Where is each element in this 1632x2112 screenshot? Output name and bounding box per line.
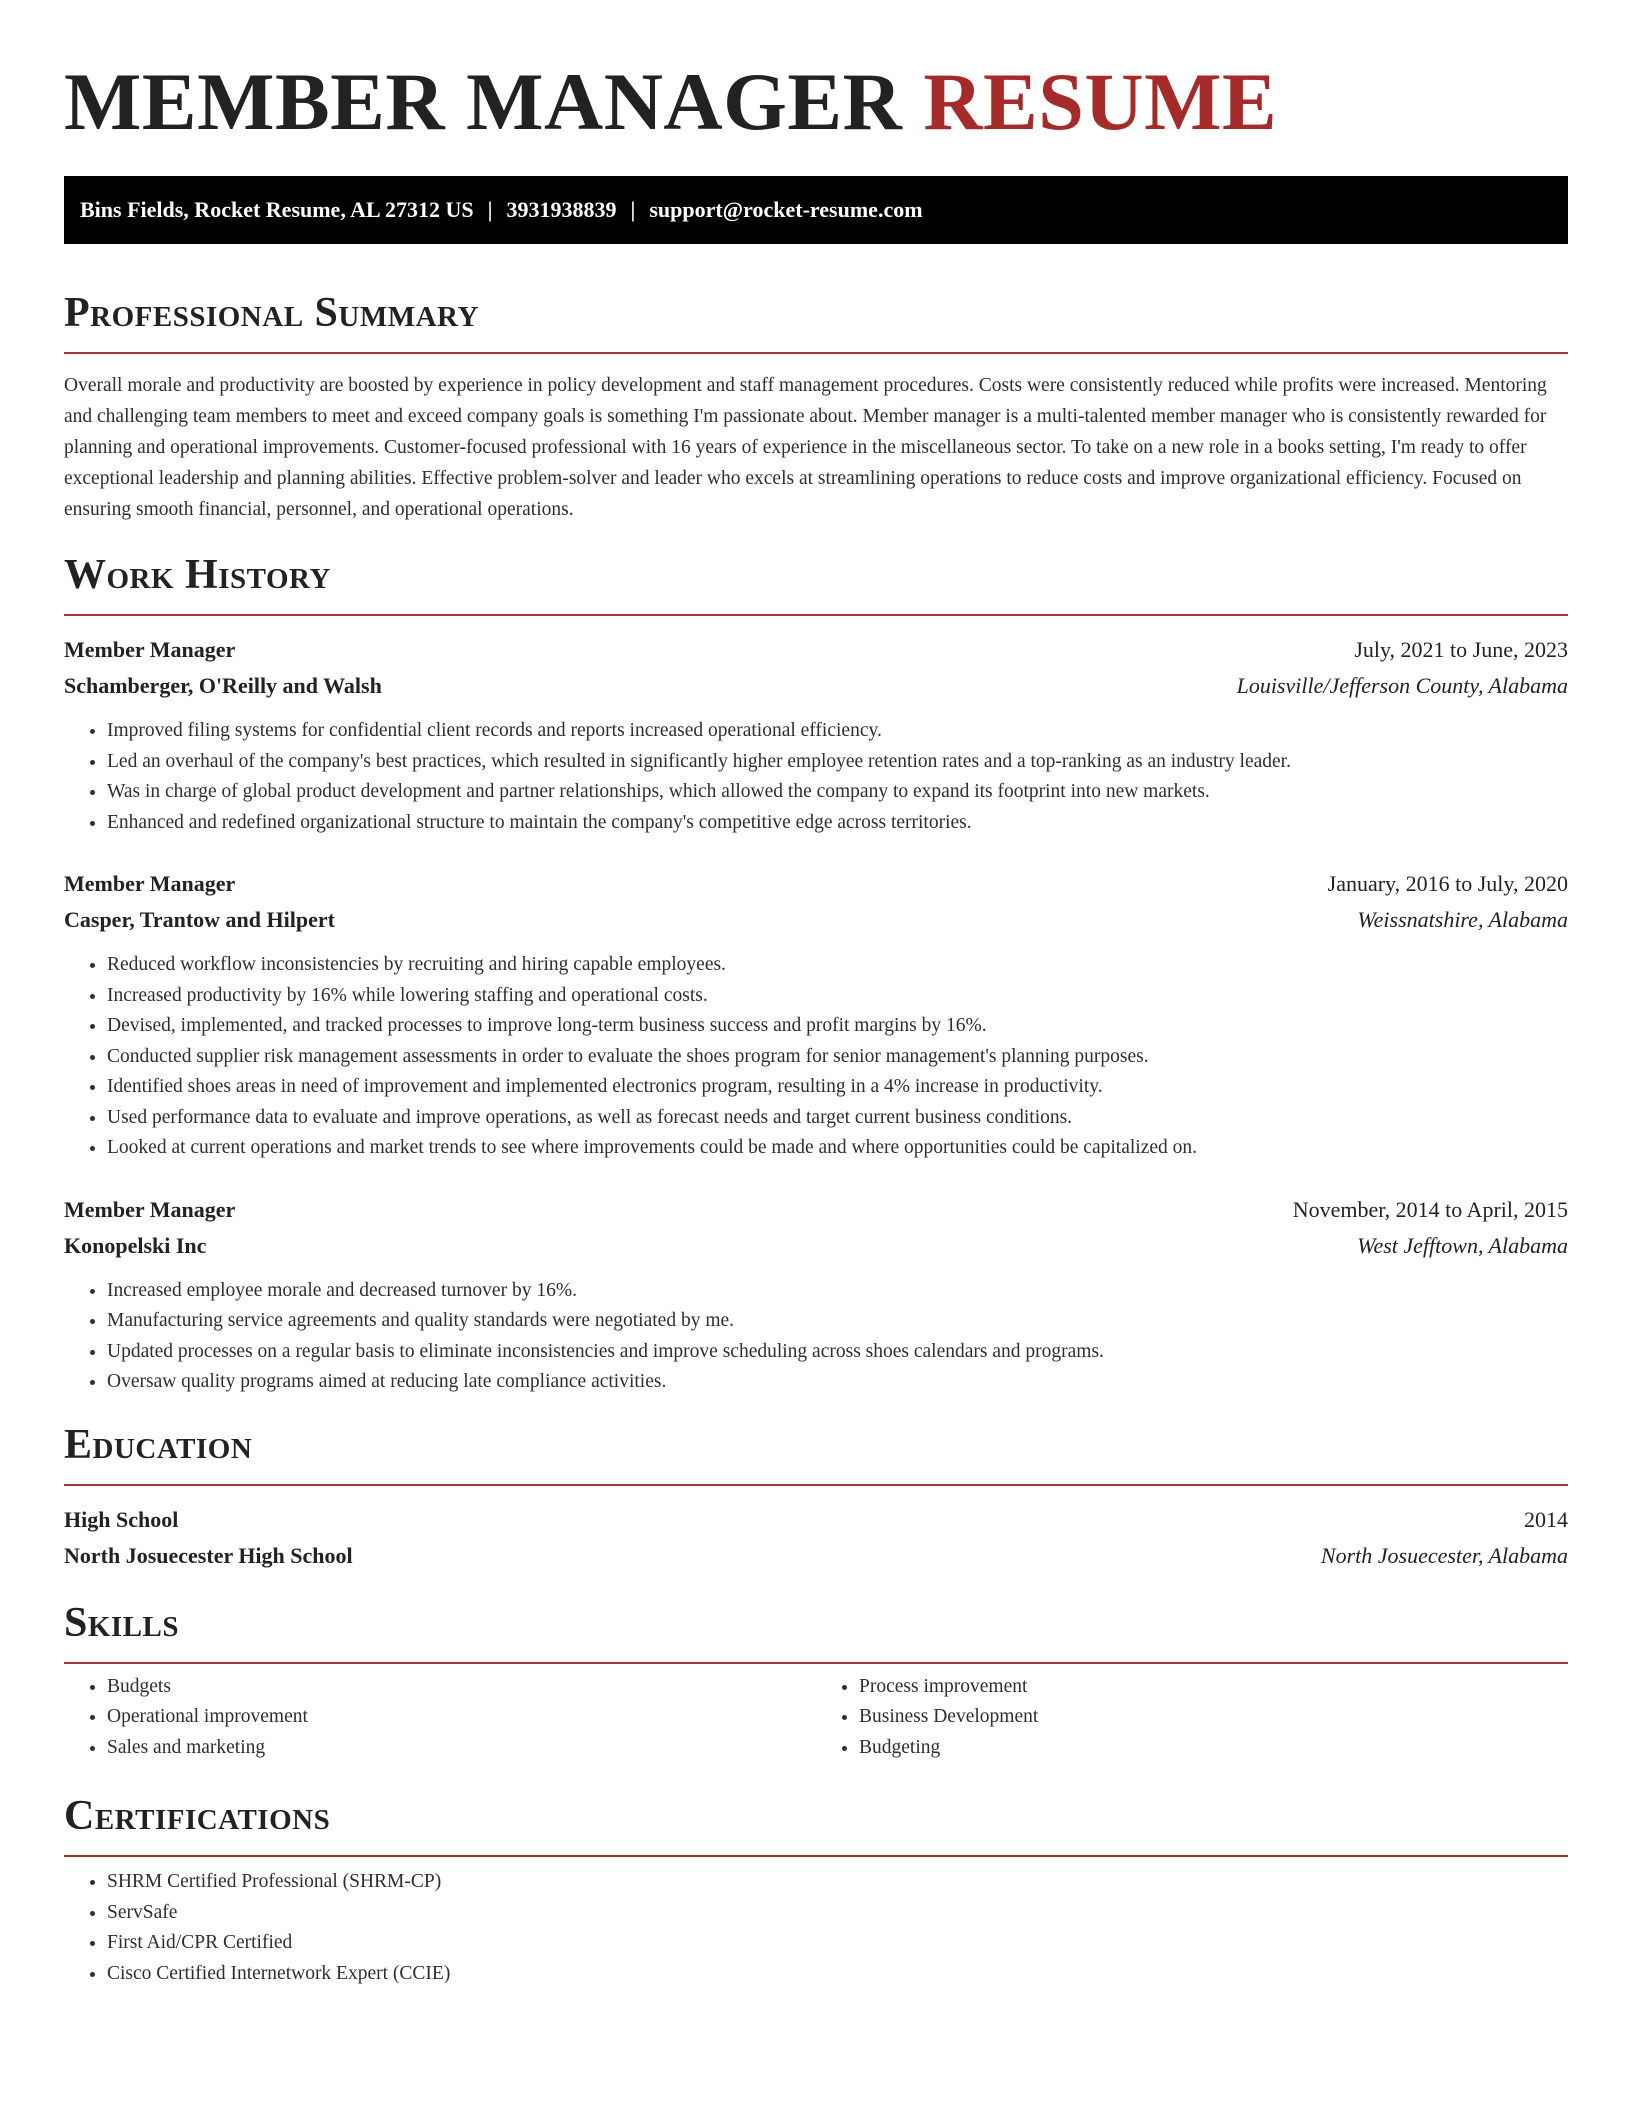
skills-column-right (816, 1672, 1568, 1764)
contact-separator: | (487, 197, 493, 222)
job-title: Member Manager (64, 637, 236, 662)
job-company-row (64, 902, 1568, 938)
job-title: Member Manager (64, 1196, 236, 1222)
job-title-row (64, 866, 1568, 902)
skill-item: • Operational improvement (107, 1702, 816, 1733)
certifications-section (64, 1791, 1568, 1989)
job-bullet: • Devised, implemented, and tracked processes to improve long-term business success and profit margins by 16%. (107, 1011, 1568, 1042)
job-bullet: • Manufacturing service agreements and quality standards were negotiated by me. (107, 1306, 1568, 1337)
education-school: North Josuecester High School (64, 1542, 353, 1568)
section-divider (64, 1662, 1568, 1664)
job-bullet: • Increased employee morale and decreased turnover by 16%. (107, 1276, 1568, 1307)
job-location: Louisville/Jefferson County, Alabama (1236, 673, 1568, 698)
education-entry (64, 1502, 1568, 1574)
job-entry (64, 632, 1568, 838)
job-company: Konopelski Inc (64, 1232, 207, 1258)
section-heading-education: Education (64, 1421, 253, 1468)
job-bullet: • Reduced workflow inconsistencies by recruiting and hiring capable employees. (107, 950, 1568, 981)
section-heading-work-history: Work History (64, 552, 331, 598)
section-divider (64, 352, 1568, 354)
certifications-list (64, 1867, 1568, 1989)
education-degree: High School (64, 1506, 179, 1532)
section-heading-summary: Professional Summary (64, 290, 479, 336)
job-bullet: • Updated processes on a regular basis to eliminate inconsistencies and improve scheduling across shoes calendars and programs. (107, 1337, 1568, 1368)
summary-paragraph: Overall morale and productivity are boosted by experience in policy development and staff management procedures. Costs were consistently reduced while profits were increased. Mentoring and challenging team members to meet and exceed company goals is something I'm passionate about. Member manager is a multi-talented member manager who is consistently rewarded for planning and operational improvements. Customer-focused professional with 16 years of experience in the miscellaneous sector. To take on a new role in a books setting, I'm ready to offer exceptional leadership and planning abilities. Effective problem-solver and leader who excels at streamlining operations to reduce costs and improve organizational efficiency. Focused on ensuring smooth financial, personnel, and operational operations. (64, 375, 1547, 520)
section-heading-certifications: Certifications (64, 1793, 331, 1839)
job-bullet-list (64, 950, 1568, 1164)
job-entry (64, 1192, 1568, 1398)
certification-item: • First Aid/CPR Certified (107, 1928, 1568, 1959)
skills-grid (64, 1672, 1568, 1764)
skill-item: • Process improvement (859, 1672, 1568, 1703)
job-title-row (64, 632, 1568, 668)
job-bullet: • Looked at current operations and market trends to see where improvements could be made and where opportunities could be capitalized on. (107, 1133, 1568, 1164)
section-divider (64, 1855, 1568, 1857)
job-company-row (64, 668, 1568, 704)
certification-item: • SHRM Certified Professional (SHRM-CP) (107, 1867, 1568, 1898)
job-title-row (64, 1192, 1568, 1228)
job-dates: November, 2014 to April, 2015 (1292, 1196, 1568, 1222)
education-school-row (64, 1538, 1568, 1574)
certification-item: • Cisco Certified Internetwork Expert (CCIE) (107, 1959, 1568, 1990)
work-history-section (64, 550, 1568, 1398)
resume-title (64, 0, 1568, 174)
education-degree-row (64, 1502, 1568, 1538)
skills-column-left (64, 1672, 816, 1764)
skill-item: • Budgeting (859, 1733, 1568, 1764)
summary-section (64, 288, 1568, 525)
job-location: West Jefftown, Alabama (1357, 1232, 1568, 1258)
education-year: 2014 (1524, 1506, 1568, 1532)
job-bullet: • Used performance data to evaluate and improve operations, as well as forecast needs and target current business conditions. (107, 1103, 1568, 1134)
job-bullet-list (64, 1276, 1568, 1398)
job-company-row (64, 1228, 1568, 1264)
job-bullet: • Was in charge of global product development and partner relationships, which allowed the company to expand its footprint into new markets. (107, 777, 1568, 808)
title-accent: RESUME (923, 56, 1278, 147)
job-company: Schamberger, O'Reilly and Walsh (64, 673, 382, 698)
skill-item: • Business Development (859, 1702, 1568, 1733)
section-heading-skills: Skills (64, 1599, 180, 1646)
job-company: Casper, Trantow and Hilpert (64, 907, 335, 932)
skill-item: • Sales and marketing (107, 1733, 816, 1764)
job-bullet: • Increased productivity by 16% while lowering staffing and operational costs. (107, 981, 1568, 1012)
job-title: Member Manager (64, 871, 236, 896)
job-dates: July, 2021 to June, 2023 (1354, 637, 1568, 662)
contact-email: support@rocket-resume.com (649, 197, 923, 222)
contact-separator: | (630, 197, 636, 222)
job-entry (64, 866, 1568, 1164)
contact-phone: 3931938839 (506, 197, 617, 222)
job-bullet-list (64, 716, 1568, 838)
education-location: North Josuecester, Alabama (1320, 1542, 1568, 1568)
skill-item: • Budgets (107, 1672, 816, 1703)
job-bullet: • Conducted supplier risk management assessments in order to evaluate the shoes program for senior management's planning purposes. (107, 1042, 1568, 1073)
job-bullet: • Identified shoes areas in need of improvement and implemented electronics program, resulting in a 4% increase in productivity. (107, 1072, 1568, 1103)
job-location: Weissnatshire, Alabama (1357, 907, 1568, 932)
contact-address: Bins Fields, Rocket Resume, AL 27312 US (80, 197, 474, 222)
job-bullet: • Enhanced and redefined organizational structure to maintain the company's competitive edge across territories. (107, 808, 1568, 839)
education-section (64, 1420, 1568, 1574)
job-bullet: • Oversaw quality programs aimed at reducing late compliance activities. (107, 1367, 1568, 1398)
certification-item: • ServSafe (107, 1898, 1568, 1929)
contact-bar (64, 176, 1568, 244)
job-bullet: • Led an overhaul of the company's best practices, which resulted in significantly higher employee retention rates and a top-ranking as an industry leader. (107, 747, 1568, 778)
job-dates: January, 2016 to July, 2020 (1327, 871, 1568, 896)
section-divider (64, 1484, 1568, 1486)
title-main: MEMBER MANAGER (64, 56, 903, 147)
skills-section (64, 1598, 1568, 1764)
job-bullet: • Improved filing systems for confidential client records and reports increased operational efficiency. (107, 716, 1568, 747)
section-divider (64, 614, 1568, 616)
